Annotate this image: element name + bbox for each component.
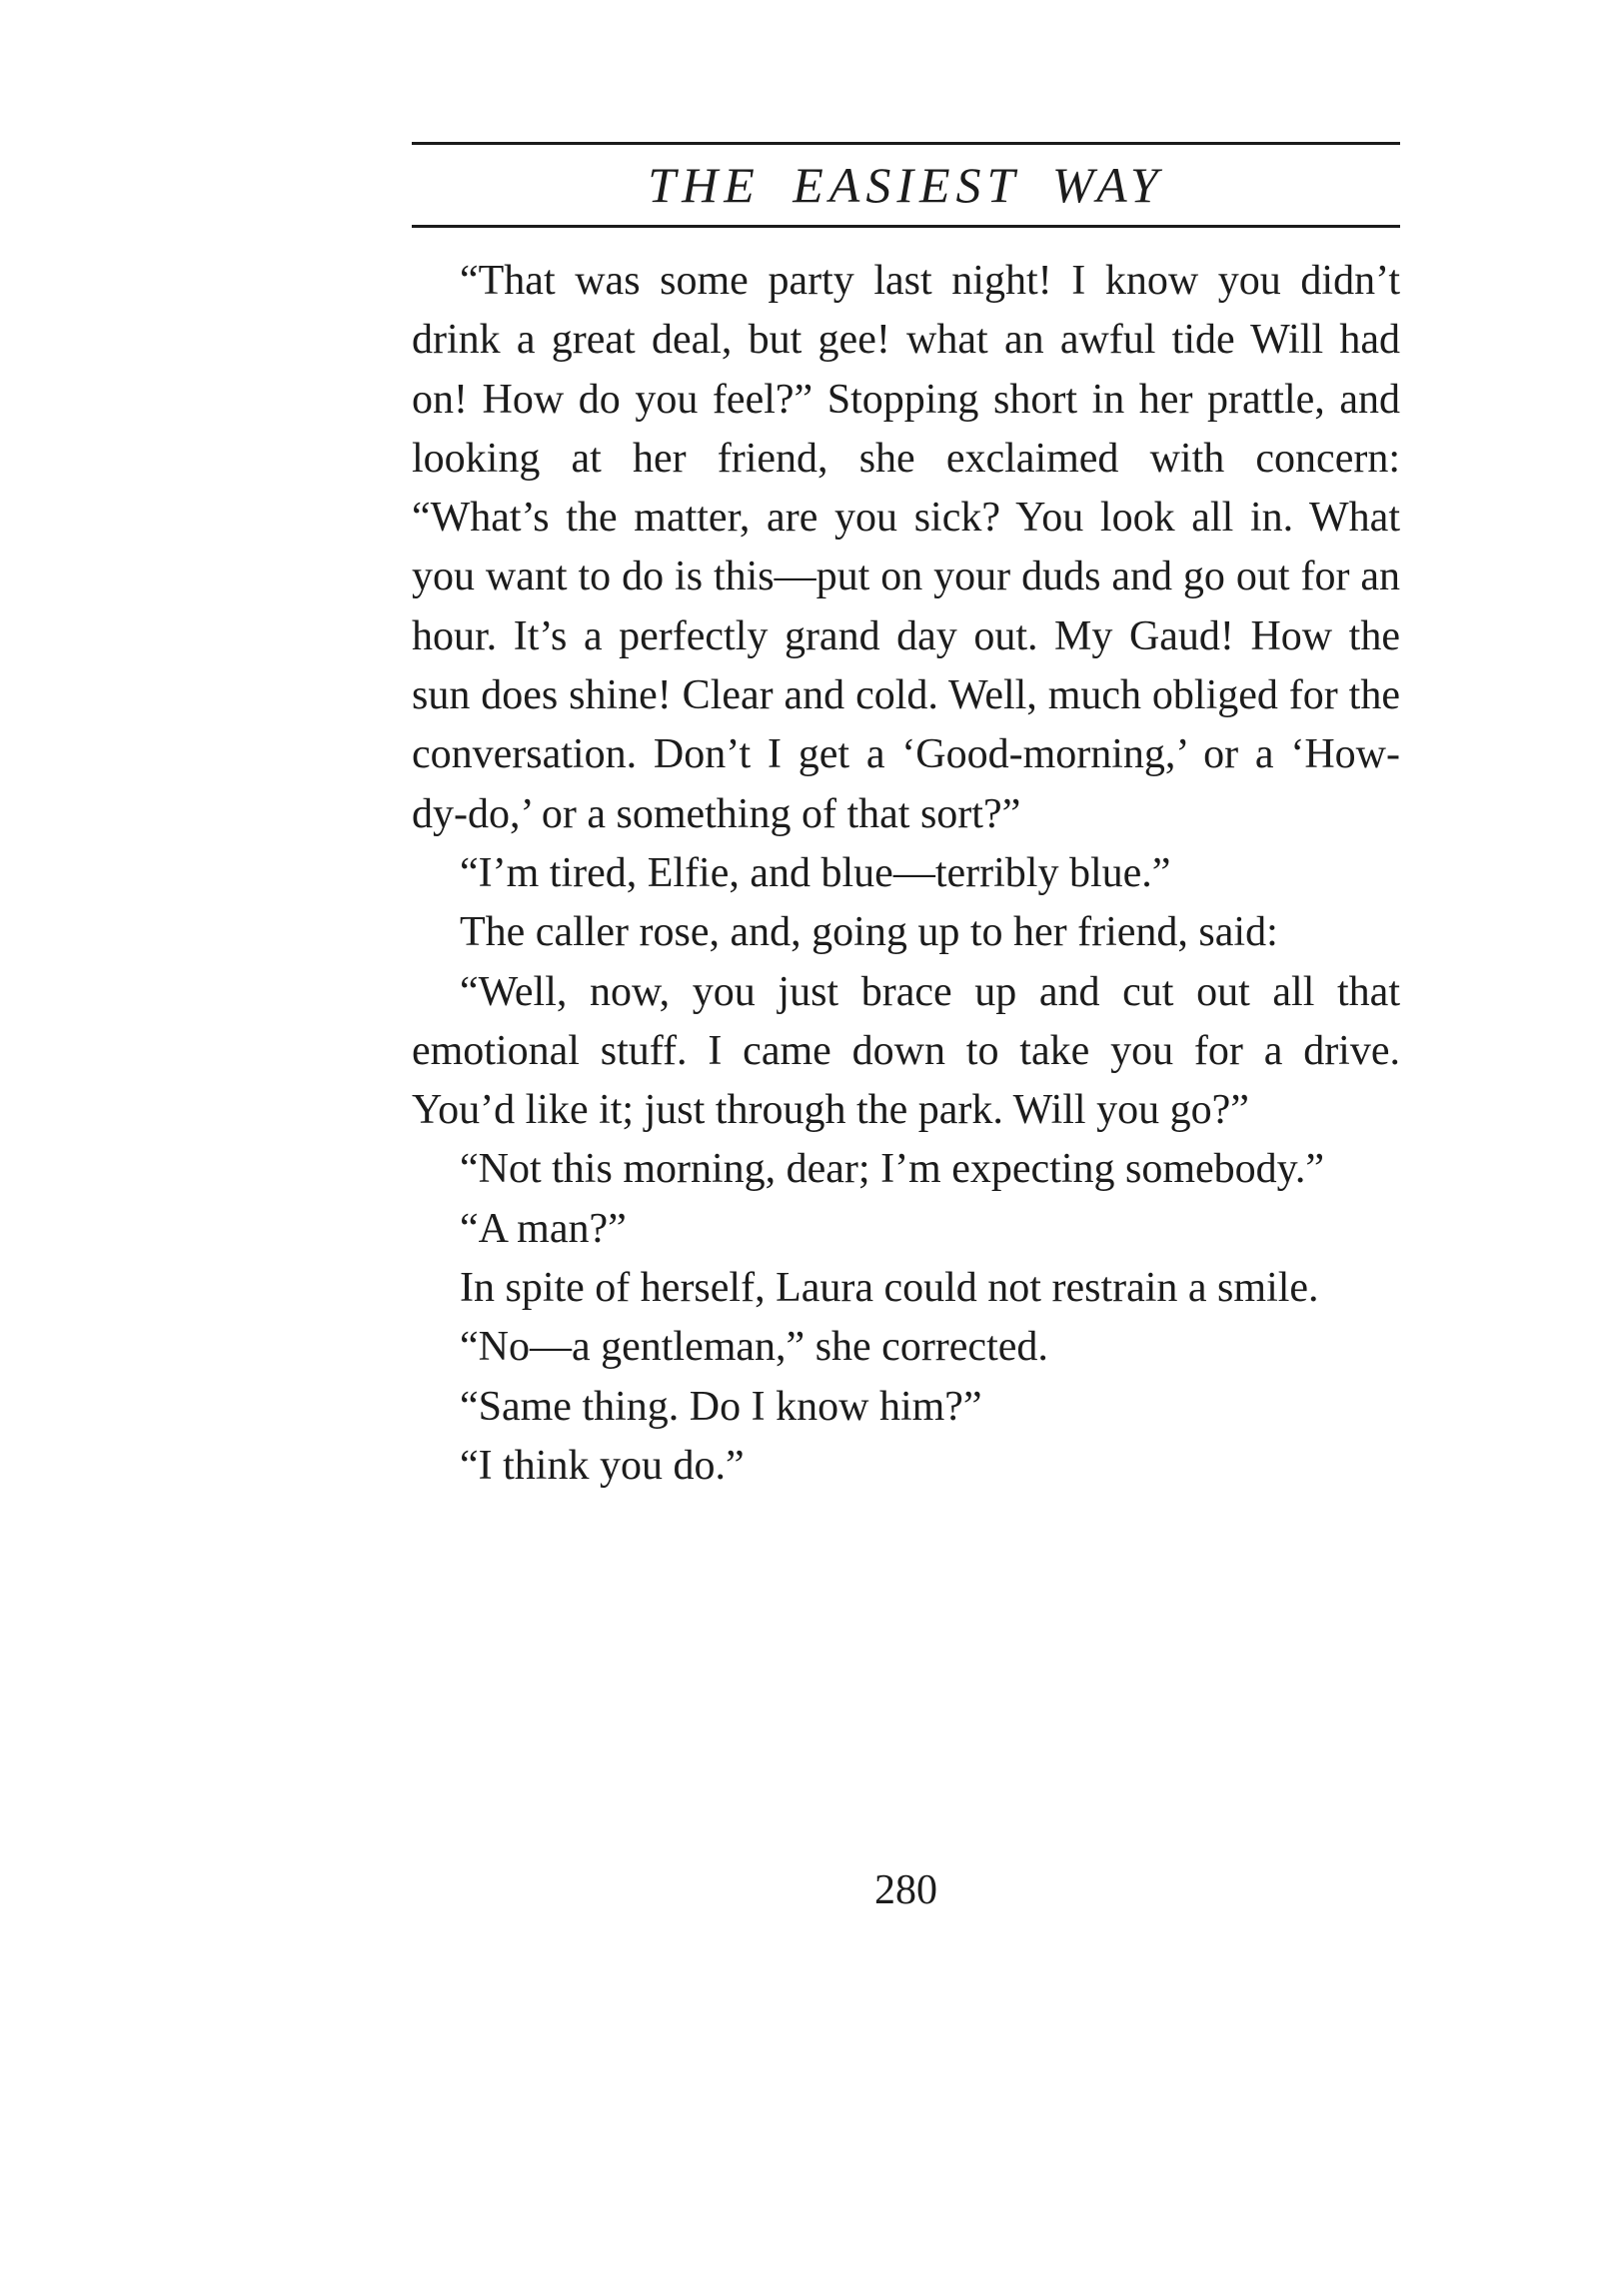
paragraph: “That was some party last night! I know you didn’t drink a great deal, but gee! what an awful tide Will had on! How do you feel?” Stopping short in her prattle, and looking at her friend, she exclaimed with concern: “What’s the matter, are you sick? You look all in. What you want to do is this—put on your duds and go out for an hour. It’s a perfectly grand day out. My Gaud! How the sun does shine! Clear and cold. Well, much obliged for the conversation. Don’t I get a ‘Good-morning,’ or a ‘How-dy-do,’ or a something of that sort?” [412, 258, 1400, 837]
paragraph: In spite of herself, Laura could not restrain a smile. [460, 1265, 1319, 1312]
paragraph: “I’m tired, Elfie, and blue—terribly blue.” [460, 849, 1171, 896]
paragraph: “I think you do.” [460, 1442, 745, 1489]
body-text [412, 252, 1400, 1496]
paragraph: The caller rose, and, going up to her friend, said: [460, 909, 1278, 956]
paragraph: “Not this morning, dear; I’m expecting somebody.” [460, 1146, 1325, 1193]
running-head: THE EASIEST WAY [648, 157, 1164, 213]
paragraph: “Same thing. Do I know him?” [460, 1383, 982, 1430]
paragraph: “A man?” [460, 1205, 627, 1252]
header-rule-top [412, 142, 1400, 145]
header-rule-bottom [412, 225, 1400, 228]
paragraph: “No—a gentleman,” she corrected. [460, 1324, 1048, 1371]
page-number: 280 [874, 1867, 937, 1913]
paragraph: “Well, now, you just brace up and cut out all that emotional stuff. I came down to take you for a drive. You’d like it; just through the park. Will you go?” [412, 968, 1400, 1134]
